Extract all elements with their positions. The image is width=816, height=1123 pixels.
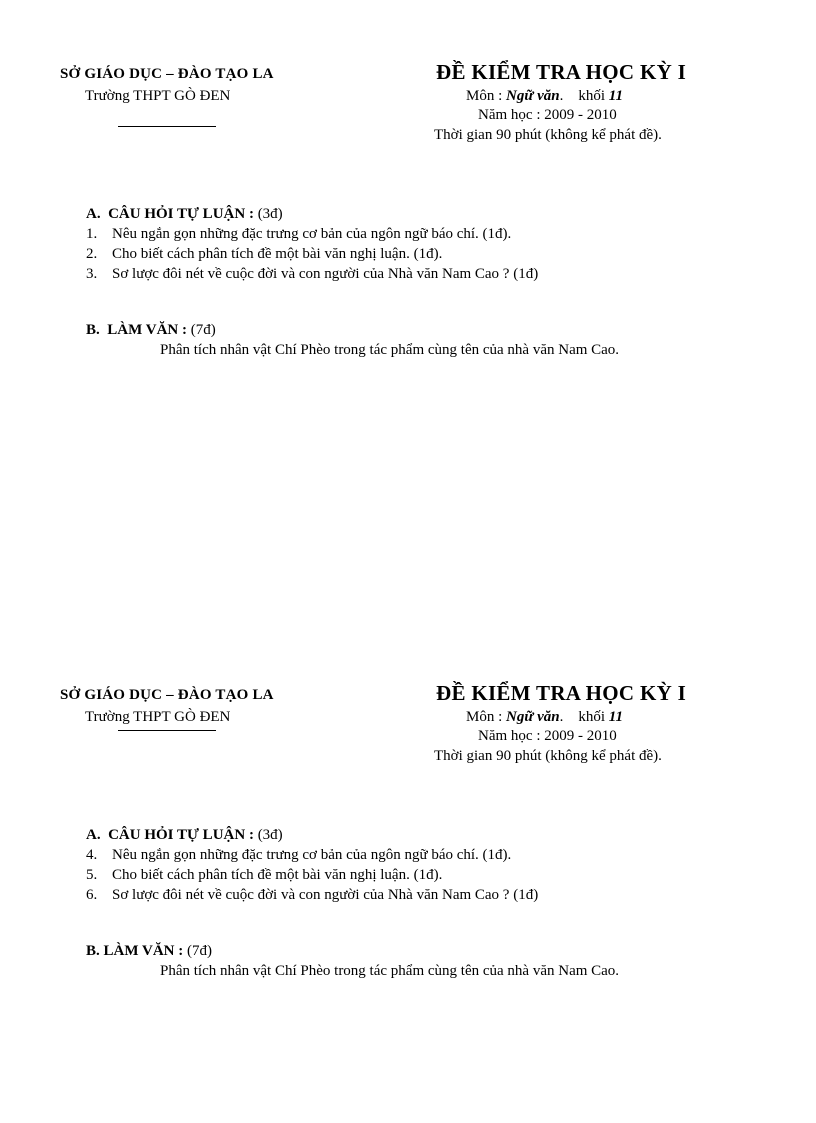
question-item	[86, 226, 511, 243]
school-year: Năm học : 2009 - 2010	[478, 107, 617, 123]
question-number: 4.	[86, 847, 98, 863]
section-b-points: (7đ)	[186, 322, 216, 338]
subject-prefix: Môn :	[466, 88, 503, 104]
section-b-title: LÀM VĂN :	[103, 943, 184, 959]
grade-prefix: . khối	[559, 88, 606, 104]
section-b-heading	[86, 943, 212, 960]
section-b-label: B.	[86, 943, 100, 959]
grade-number: 11	[608, 709, 623, 725]
department-name: SỞ GIÁO DỤC – ĐÀO TẠO LA	[60, 687, 274, 703]
section-a-label: A.	[86, 827, 101, 843]
question-number: 5.	[86, 867, 98, 883]
question-item	[86, 847, 511, 864]
subject-name: Ngữ văn	[506, 709, 560, 725]
question-text: Sơ lược đôi nét về cuộc đời và con người của Nhà văn Nam Cao ? (1đ)	[112, 887, 539, 903]
grade-number: 11	[608, 88, 623, 104]
question-number: 6.	[86, 887, 98, 903]
section-a-label: A.	[86, 206, 101, 222]
section-a-title: CÂU HỎI TỰ LUẬN :	[108, 827, 254, 843]
exam-title: ĐỀ KIỂM TRA HỌC KỲ I	[436, 681, 687, 705]
question-text: Nêu ngắn gọn những đặc trưng cơ bản của ngôn ngữ báo chí. (1đ).	[112, 847, 512, 863]
section-a-points: (3đ)	[253, 827, 283, 843]
essay-prompt: Phân tích nhân vật Chí Phèo trong tác phẩm cùng tên của nhà văn Nam Cao.	[160, 342, 620, 358]
header-divider	[118, 126, 216, 127]
grade-prefix: . khối	[559, 709, 606, 725]
department-name: SỞ GIÁO DỤC – ĐÀO TẠO LA	[60, 66, 274, 82]
school-name: Trường THPT GÒ ĐEN	[85, 709, 231, 725]
section-b-points: (7đ)	[183, 943, 212, 959]
exam-duration: Thời gian 90 phút (không kể phát đề).	[434, 127, 662, 143]
subject-line	[466, 88, 623, 105]
question-item	[86, 887, 538, 904]
question-item	[86, 246, 442, 263]
section-b-heading	[86, 322, 216, 339]
question-text: Nêu ngắn gọn những đặc trưng cơ bản của ngôn ngữ báo chí. (1đ).	[112, 226, 512, 242]
subject-prefix: Môn :	[466, 709, 503, 725]
exam-duration: Thời gian 90 phút (không kể phát đề).	[434, 748, 662, 764]
question-item	[86, 266, 538, 283]
header-divider	[118, 730, 216, 731]
question-number: 1.	[86, 226, 98, 242]
section-b-title: LÀM VĂN :	[107, 322, 187, 338]
question-number: 3.	[86, 266, 98, 282]
question-number: 2.	[86, 246, 98, 262]
school-name: Trường THPT GÒ ĐEN	[85, 88, 231, 104]
exam-title: ĐỀ KIỂM TRA HỌC KỲ I	[436, 60, 687, 84]
section-a-heading	[86, 206, 283, 223]
section-b-label: B.	[86, 322, 100, 338]
question-text: Sơ lược đôi nét về cuộc đời và con người của Nhà văn Nam Cao ? (1đ)	[112, 266, 539, 282]
section-a-heading	[86, 827, 283, 844]
question-item	[86, 867, 442, 884]
essay-prompt: Phân tích nhân vật Chí Phèo trong tác phẩm cùng tên của nhà văn Nam Cao.	[160, 963, 620, 979]
question-text: Cho biết cách phân tích đề một bài văn nghị luận. (1đ).	[112, 867, 443, 883]
subject-name: Ngữ văn	[506, 88, 560, 104]
question-text: Cho biết cách phân tích đề một bài văn nghị luận. (1đ).	[112, 246, 443, 262]
section-a-title: CÂU HỎI TỰ LUẬN :	[108, 206, 254, 222]
subject-line	[466, 709, 623, 726]
school-year: Năm học : 2009 - 2010	[478, 728, 617, 744]
section-a-points: (3đ)	[253, 206, 283, 222]
